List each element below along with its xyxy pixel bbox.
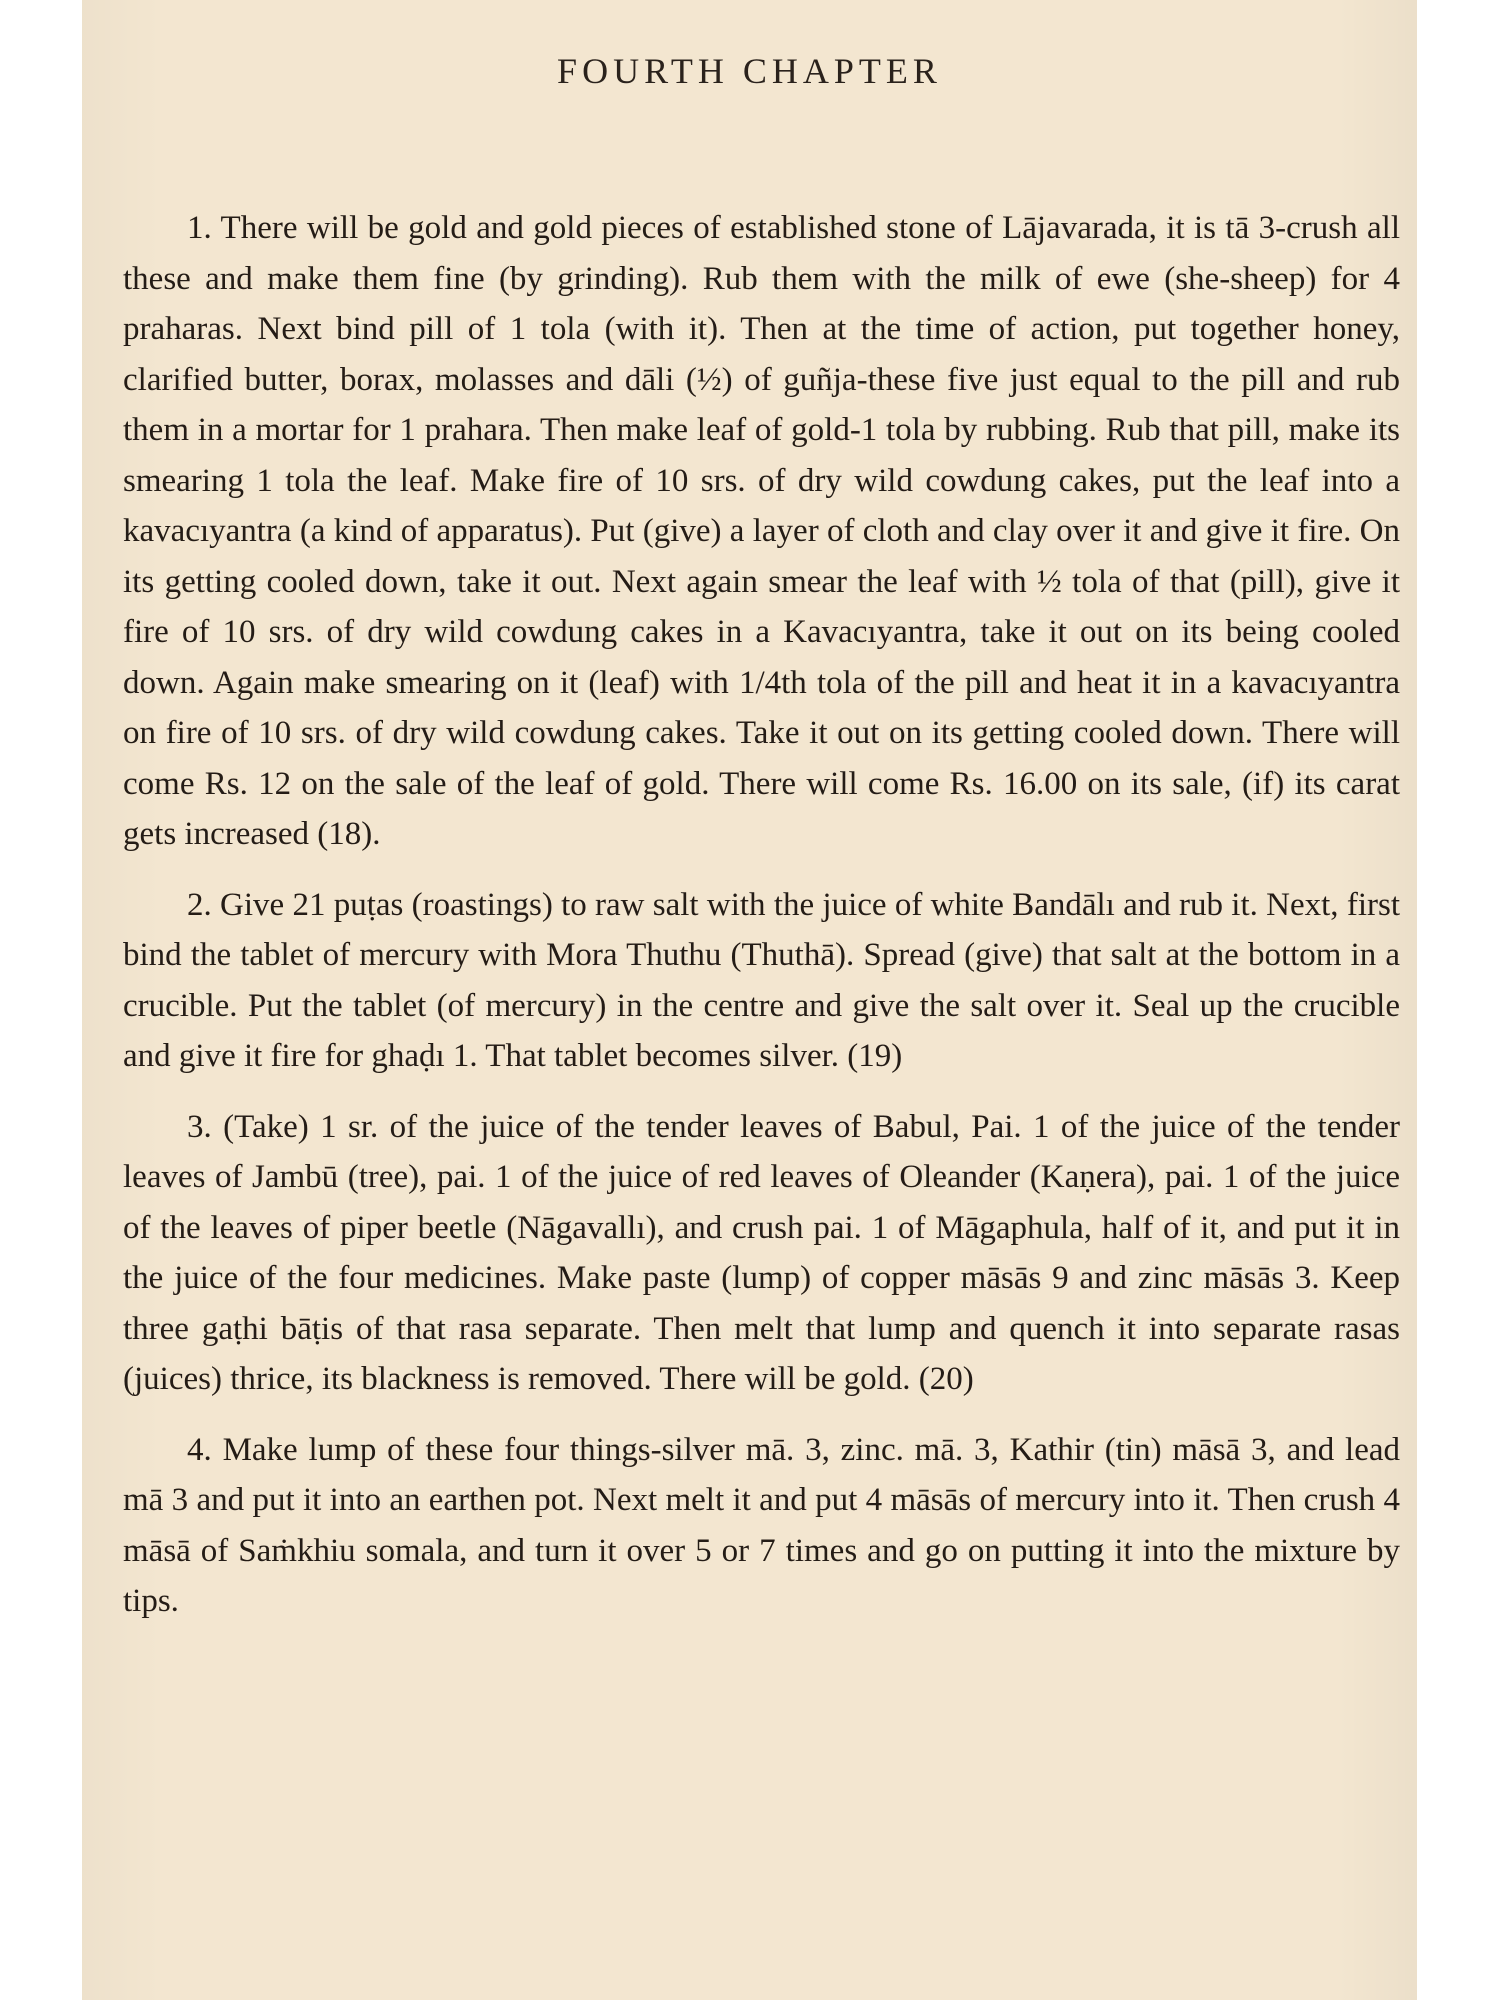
paragraph-2: 2. Give 21 puṭas (roastings) to raw salt with the juice of white Bandālı and rub it. Next, first bind the tablet of mercury with Mora Thuthu (Thuthā). Spread (give) that salt at the bottom in a crucible. Put the tablet (of mercury) in the centre and give the salt over it. Seal up the crucible and give it fire for ghaḍı 1. That tablet becomes silver. (19) [123, 886, 1400, 1074]
paragraph-4: 4. Make lump of these four things-silver mā. 3, zinc. mā. 3, Kathir (tin) māsā 3, and lead mā 3 and put it into an earthen pot. Next melt it and put 4 māsās of mercury into it. Then crush 4 māsā of Saṁkhiu somala, and turn it over 5 or 7 times and go on putting it into the mixture by tips. [123, 1431, 1400, 1619]
paragraph-1: 1. There will be gold and gold pieces of established stone of Lājavarada, it is tā 3-crush all these and make them fine (by grinding). Rub them with the milk of ewe (she-sheep) for 4 praharas. Next bind pill of 1 tola (with it). Then at the time of action, put together honey, clarified butter, borax, molasses and dāli (½) of guñja-these five just equal to the pill and rub them in a mortar for 1 prahara. Then make leaf of gold-1 tola by rubbing. Rub that pill, make its smearing 1 tola the leaf. Make fire of 10 srs. of dry wild cowdung cakes, put the leaf into a kavacıyantra (a kind of apparatus). Put (give) a layer of cloth and clay over it and give it fire. On its getting cooled down, take it out. Next again smear the leaf with ½ tola of that (pill), give it fire of 10 srs. of dry wild cowdung cakes in a Kavacıyantra, take it out on its being cooled down. Again make smearing on it (leaf) with 1/4th tola of the pill and heat it in a kavacıyantra on fire of 10 srs. of dry wild cowdung cakes. Take it out on its getting cooled down. There will come Rs. 12 on the sale of the leaf of gold. There will come Rs. 16.00 on its sale, (if) its carat gets increased (18). [123, 210, 1400, 852]
chapter-body [123, 203, 1400, 1627]
chapter-title: FOURTH CHAPTER [557, 51, 942, 91]
paragraph-3: 3. (Take) 1 sr. of the juice of the tender leaves of Babul, Pai. 1 of the juice of the tender leaves of Jambū (tree), pai. 1 of the juice of red leaves of Oleander (Kaṇera), pai. 1 of the juice of the leaves of piper beetle (Nāgavallı), and crush pai. 1 of Māgaphula, half of it, and put it in the juice of the four medicines. Make paste (lump) of copper māsās 9 and zinc māsās 3. Keep three gaṭhi bāṭis of that rasa separate. Then melt that lump and quench it into separate rasas (juices) thrice, its blackness is removed. There will be gold. (20) [123, 1108, 1400, 1397]
book-page [82, 0, 1417, 2000]
